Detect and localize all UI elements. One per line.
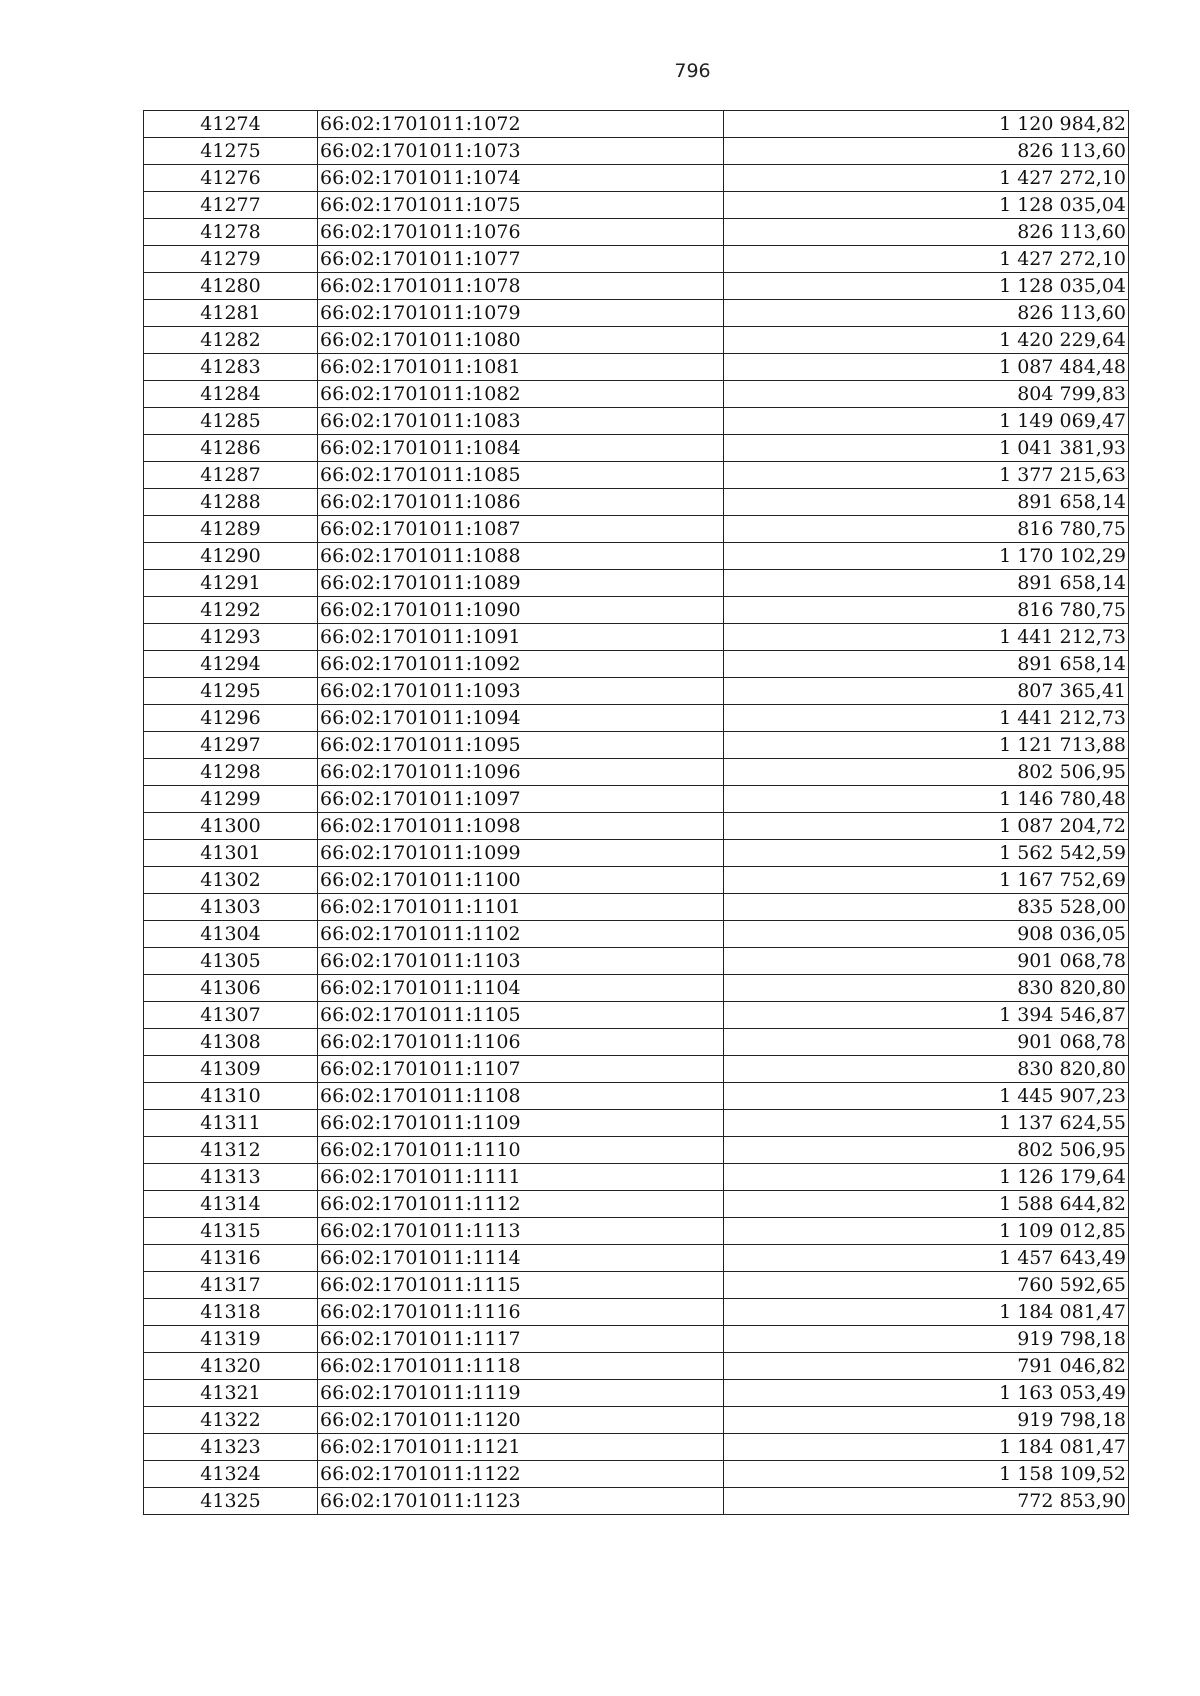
table-row <box>144 1407 1129 1434</box>
cadastral-value-cell: 1 377 215,63 <box>724 462 1129 489</box>
cadastral-number-cell: 66:02:1701011:1109 <box>318 1110 724 1137</box>
cadastral-number-cell: 66:02:1701011:1086 <box>318 489 724 516</box>
table-row <box>144 246 1129 273</box>
table-row <box>144 435 1129 462</box>
cadastral-number-cell: 66:02:1701011:1111 <box>318 1164 724 1191</box>
table-row <box>144 1461 1129 1488</box>
cadastral-value-cell: 760 592,65 <box>724 1272 1129 1299</box>
cadastral-number-cell: 66:02:1701011:1105 <box>318 1002 724 1029</box>
cadastral-number-cell: 66:02:1701011:1082 <box>318 381 724 408</box>
cadastral-number-cell: 66:02:1701011:1099 <box>318 840 724 867</box>
row-number-cell: 41322 <box>144 1407 318 1434</box>
row-number-cell: 41278 <box>144 219 318 246</box>
cadastral-number-cell: 66:02:1701011:1080 <box>318 327 724 354</box>
row-number-cell: 41317 <box>144 1272 318 1299</box>
cadastral-value-cell: 804 799,83 <box>724 381 1129 408</box>
cadastral-value-cell: 1 109 012,85 <box>724 1218 1129 1245</box>
cadastral-number-cell: 66:02:1701011:1087 <box>318 516 724 543</box>
cadastral-value-cell: 1 167 752,69 <box>724 867 1129 894</box>
cadastral-value-cell: 1 120 984,82 <box>724 111 1129 138</box>
table-row <box>144 165 1129 192</box>
row-number-cell: 41292 <box>144 597 318 624</box>
table-row <box>144 1110 1129 1137</box>
row-number-cell: 41308 <box>144 1029 318 1056</box>
table-row <box>144 1002 1129 1029</box>
cadastral-value-cell: 1 128 035,04 <box>724 192 1129 219</box>
table-row <box>144 408 1129 435</box>
row-number-cell: 41302 <box>144 867 318 894</box>
cadastral-value-cell: 891 658,14 <box>724 489 1129 516</box>
table-row <box>144 1083 1129 1110</box>
cadastral-number-cell: 66:02:1701011:1088 <box>318 543 724 570</box>
cadastral-value-cell: 891 658,14 <box>724 651 1129 678</box>
cadastral-number-cell: 66:02:1701011:1084 <box>318 435 724 462</box>
cadastral-number-cell: 66:02:1701011:1097 <box>318 786 724 813</box>
table-row <box>144 1326 1129 1353</box>
row-number-cell: 41279 <box>144 246 318 273</box>
row-number-cell: 41305 <box>144 948 318 975</box>
row-number-cell: 41293 <box>144 624 318 651</box>
cadastral-number-cell: 66:02:1701011:1117 <box>318 1326 724 1353</box>
cadastral-number-cell: 66:02:1701011:1118 <box>318 1353 724 1380</box>
cadastral-number-cell: 66:02:1701011:1090 <box>318 597 724 624</box>
cadastral-number-cell: 66:02:1701011:1119 <box>318 1380 724 1407</box>
table-body <box>144 111 1129 1515</box>
row-number-cell: 41291 <box>144 570 318 597</box>
cadastral-number-cell: 66:02:1701011:1101 <box>318 894 724 921</box>
cadastral-value-cell: 1 427 272,10 <box>724 246 1129 273</box>
row-number-cell: 41285 <box>144 408 318 435</box>
cadastral-number-cell: 66:02:1701011:1074 <box>318 165 724 192</box>
table-row <box>144 327 1129 354</box>
row-number-cell: 41281 <box>144 300 318 327</box>
table-row <box>144 705 1129 732</box>
row-number-cell: 41289 <box>144 516 318 543</box>
cadastral-number-cell: 66:02:1701011:1089 <box>318 570 724 597</box>
table-row <box>144 813 1129 840</box>
cadastral-number-cell: 66:02:1701011:1100 <box>318 867 724 894</box>
row-number-cell: 41309 <box>144 1056 318 1083</box>
table-row <box>144 1353 1129 1380</box>
row-number-cell: 41276 <box>144 165 318 192</box>
cadastral-number-cell: 66:02:1701011:1096 <box>318 759 724 786</box>
cadastral-number-cell: 66:02:1701011:1114 <box>318 1245 724 1272</box>
cadastral-number-cell: 66:02:1701011:1120 <box>318 1407 724 1434</box>
cadastral-value-cell: 830 820,80 <box>724 975 1129 1002</box>
cadastral-value-cell: 919 798,18 <box>724 1407 1129 1434</box>
table-row <box>144 651 1129 678</box>
row-number-cell: 41286 <box>144 435 318 462</box>
cadastral-number-cell: 66:02:1701011:1107 <box>318 1056 724 1083</box>
row-number-cell: 41324 <box>144 1461 318 1488</box>
cadastral-value-cell: 1 041 381,93 <box>724 435 1129 462</box>
cadastral-number-cell: 66:02:1701011:1104 <box>318 975 724 1002</box>
row-number-cell: 41325 <box>144 1488 318 1515</box>
row-number-cell: 41296 <box>144 705 318 732</box>
row-number-cell: 41311 <box>144 1110 318 1137</box>
table-row <box>144 840 1129 867</box>
row-number-cell: 41313 <box>144 1164 318 1191</box>
table-row <box>144 1272 1129 1299</box>
row-number-cell: 41280 <box>144 273 318 300</box>
table-row <box>144 219 1129 246</box>
cadastral-number-cell: 66:02:1701011:1112 <box>318 1191 724 1218</box>
cadastral-value-cell: 826 113,60 <box>724 300 1129 327</box>
table-row <box>144 867 1129 894</box>
cadastral-number-cell: 66:02:1701011:1079 <box>318 300 724 327</box>
cadastral-value-cell: 1 149 069,47 <box>724 408 1129 435</box>
cadastral-value-cell: 802 506,95 <box>724 1137 1129 1164</box>
table-row <box>144 1164 1129 1191</box>
cadastral-number-cell: 66:02:1701011:1091 <box>318 624 724 651</box>
table-row <box>144 894 1129 921</box>
table-row <box>144 624 1129 651</box>
cadastral-number-cell: 66:02:1701011:1072 <box>318 111 724 138</box>
cadastral-value-cell: 891 658,14 <box>724 570 1129 597</box>
table-row <box>144 1434 1129 1461</box>
cadastral-value-cell: 1 441 212,73 <box>724 705 1129 732</box>
table-row <box>144 948 1129 975</box>
table-row <box>144 921 1129 948</box>
table-row <box>144 597 1129 624</box>
cadastral-value-cell: 816 780,75 <box>724 597 1129 624</box>
cadastral-number-cell: 66:02:1701011:1077 <box>318 246 724 273</box>
cadastral-number-cell: 66:02:1701011:1110 <box>318 1137 724 1164</box>
row-number-cell: 41301 <box>144 840 318 867</box>
cadastral-value-cell: 802 506,95 <box>724 759 1129 786</box>
table-row <box>144 381 1129 408</box>
cadastral-value-cell: 1 588 644,82 <box>724 1191 1129 1218</box>
row-number-cell: 41277 <box>144 192 318 219</box>
table-row <box>144 273 1129 300</box>
cadastral-value-cell: 1 184 081,47 <box>724 1299 1129 1326</box>
cadastral-value-cell: 826 113,60 <box>724 219 1129 246</box>
cadastral-number-cell: 66:02:1701011:1092 <box>318 651 724 678</box>
table-row <box>144 1191 1129 1218</box>
cadastral-number-cell: 66:02:1701011:1103 <box>318 948 724 975</box>
cadastral-number-cell: 66:02:1701011:1075 <box>318 192 724 219</box>
cadastral-number-cell: 66:02:1701011:1081 <box>318 354 724 381</box>
cadastral-value-cell: 908 036,05 <box>724 921 1129 948</box>
table-row <box>144 1218 1129 1245</box>
cadastral-value-cell: 807 365,41 <box>724 678 1129 705</box>
cadastral-number-cell: 66:02:1701011:1076 <box>318 219 724 246</box>
cadastral-number-cell: 66:02:1701011:1102 <box>318 921 724 948</box>
cadastral-number-cell: 66:02:1701011:1094 <box>318 705 724 732</box>
table-row <box>144 300 1129 327</box>
row-number-cell: 41320 <box>144 1353 318 1380</box>
table-row <box>144 678 1129 705</box>
cadastral-value-cell: 1 126 179,64 <box>724 1164 1129 1191</box>
table-row <box>144 354 1129 381</box>
row-number-cell: 41303 <box>144 894 318 921</box>
table-row <box>144 516 1129 543</box>
row-number-cell: 41290 <box>144 543 318 570</box>
cadastral-value-cell: 772 853,90 <box>724 1488 1129 1515</box>
row-number-cell: 41288 <box>144 489 318 516</box>
table-row <box>144 759 1129 786</box>
cadastral-number-cell: 66:02:1701011:1083 <box>318 408 724 435</box>
row-number-cell: 41315 <box>144 1218 318 1245</box>
row-number-cell: 41306 <box>144 975 318 1002</box>
row-number-cell: 41321 <box>144 1380 318 1407</box>
row-number-cell: 41282 <box>144 327 318 354</box>
cadastral-value-cell: 1 562 542,59 <box>724 840 1129 867</box>
row-number-cell: 41307 <box>144 1002 318 1029</box>
page-number: 796 <box>674 60 711 82</box>
cadastral-value-cell: 1 457 643,49 <box>724 1245 1129 1272</box>
cadastral-value-cell: 1 121 713,88 <box>724 732 1129 759</box>
table-row <box>144 1137 1129 1164</box>
table-row <box>144 543 1129 570</box>
row-number-cell: 41314 <box>144 1191 318 1218</box>
cadastral-number-cell: 66:02:1701011:1121 <box>318 1434 724 1461</box>
cadastral-value-cell: 1 420 229,64 <box>724 327 1129 354</box>
cadastral-number-cell: 66:02:1701011:1122 <box>318 1461 724 1488</box>
cadastral-value-cell: 1 087 484,48 <box>724 354 1129 381</box>
cadastral-number-cell: 66:02:1701011:1106 <box>318 1029 724 1056</box>
row-number-cell: 41316 <box>144 1245 318 1272</box>
cadastral-number-cell: 66:02:1701011:1108 <box>318 1083 724 1110</box>
cadastral-value-cell: 830 820,80 <box>724 1056 1129 1083</box>
row-number-cell: 41283 <box>144 354 318 381</box>
row-number-cell: 41300 <box>144 813 318 840</box>
cadastral-value-cell: 791 046,82 <box>724 1353 1129 1380</box>
row-number-cell: 41299 <box>144 786 318 813</box>
table-row <box>144 1380 1129 1407</box>
row-number-cell: 41274 <box>144 111 318 138</box>
cadastral-number-cell: 66:02:1701011:1113 <box>318 1218 724 1245</box>
table-row <box>144 732 1129 759</box>
cadastral-value-cell: 816 780,75 <box>724 516 1129 543</box>
cadastral-value-cell: 919 798,18 <box>724 1326 1129 1353</box>
row-number-cell: 41295 <box>144 678 318 705</box>
row-number-cell: 41297 <box>144 732 318 759</box>
cadastral-value-cell: 1 146 780,48 <box>724 786 1129 813</box>
cadastral-number-cell: 66:02:1701011:1098 <box>318 813 724 840</box>
cadastral-number-cell: 66:02:1701011:1078 <box>318 273 724 300</box>
table-row <box>144 111 1129 138</box>
cadastral-value-cell: 1 427 272,10 <box>724 165 1129 192</box>
table-row <box>144 1245 1129 1272</box>
row-number-cell: 41294 <box>144 651 318 678</box>
row-number-cell: 41304 <box>144 921 318 948</box>
table-row <box>144 570 1129 597</box>
cadastral-number-cell: 66:02:1701011:1116 <box>318 1299 724 1326</box>
cadastral-number-cell: 66:02:1701011:1123 <box>318 1488 724 1515</box>
row-number-cell: 41323 <box>144 1434 318 1461</box>
cadastral-value-cell: 1 445 907,23 <box>724 1083 1129 1110</box>
table-row <box>144 192 1129 219</box>
cadastral-value-cell: 1 394 546,87 <box>724 1002 1129 1029</box>
table-row <box>144 138 1129 165</box>
row-number-cell: 41318 <box>144 1299 318 1326</box>
cadastral-value-cell: 1 163 053,49 <box>724 1380 1129 1407</box>
table-row <box>144 489 1129 516</box>
cadastral-value-cell: 1 158 109,52 <box>724 1461 1129 1488</box>
row-number-cell: 41275 <box>144 138 318 165</box>
table-row <box>144 1029 1129 1056</box>
table-row <box>144 1488 1129 1515</box>
row-number-cell: 41298 <box>144 759 318 786</box>
row-number-cell: 41284 <box>144 381 318 408</box>
cadastral-number-cell: 66:02:1701011:1095 <box>318 732 724 759</box>
row-number-cell: 41319 <box>144 1326 318 1353</box>
cadastral-value-cell: 1 137 624,55 <box>724 1110 1129 1137</box>
cadastral-number-cell: 66:02:1701011:1115 <box>318 1272 724 1299</box>
table-row <box>144 1299 1129 1326</box>
cadastral-number-cell: 66:02:1701011:1073 <box>318 138 724 165</box>
cadastral-value-cell: 901 068,78 <box>724 948 1129 975</box>
cadastral-value-cell: 901 068,78 <box>724 1029 1129 1056</box>
table-row <box>144 1056 1129 1083</box>
cadastral-value-cell: 1 128 035,04 <box>724 273 1129 300</box>
row-number-cell: 41287 <box>144 462 318 489</box>
cadastral-value-cell: 1 170 102,29 <box>724 543 1129 570</box>
table-row <box>144 462 1129 489</box>
table-row <box>144 975 1129 1002</box>
row-number-cell: 41312 <box>144 1137 318 1164</box>
row-number-cell: 41310 <box>144 1083 318 1110</box>
cadastral-number-cell: 66:02:1701011:1085 <box>318 462 724 489</box>
cadastral-value-table <box>143 110 1129 1515</box>
cadastral-value-cell: 1 087 204,72 <box>724 813 1129 840</box>
cadastral-value-cell: 1 441 212,73 <box>724 624 1129 651</box>
table-row <box>144 786 1129 813</box>
cadastral-value-cell: 826 113,60 <box>724 138 1129 165</box>
cadastral-number-cell: 66:02:1701011:1093 <box>318 678 724 705</box>
cadastral-value-cell: 1 184 081,47 <box>724 1434 1129 1461</box>
cadastral-value-cell: 835 528,00 <box>724 894 1129 921</box>
